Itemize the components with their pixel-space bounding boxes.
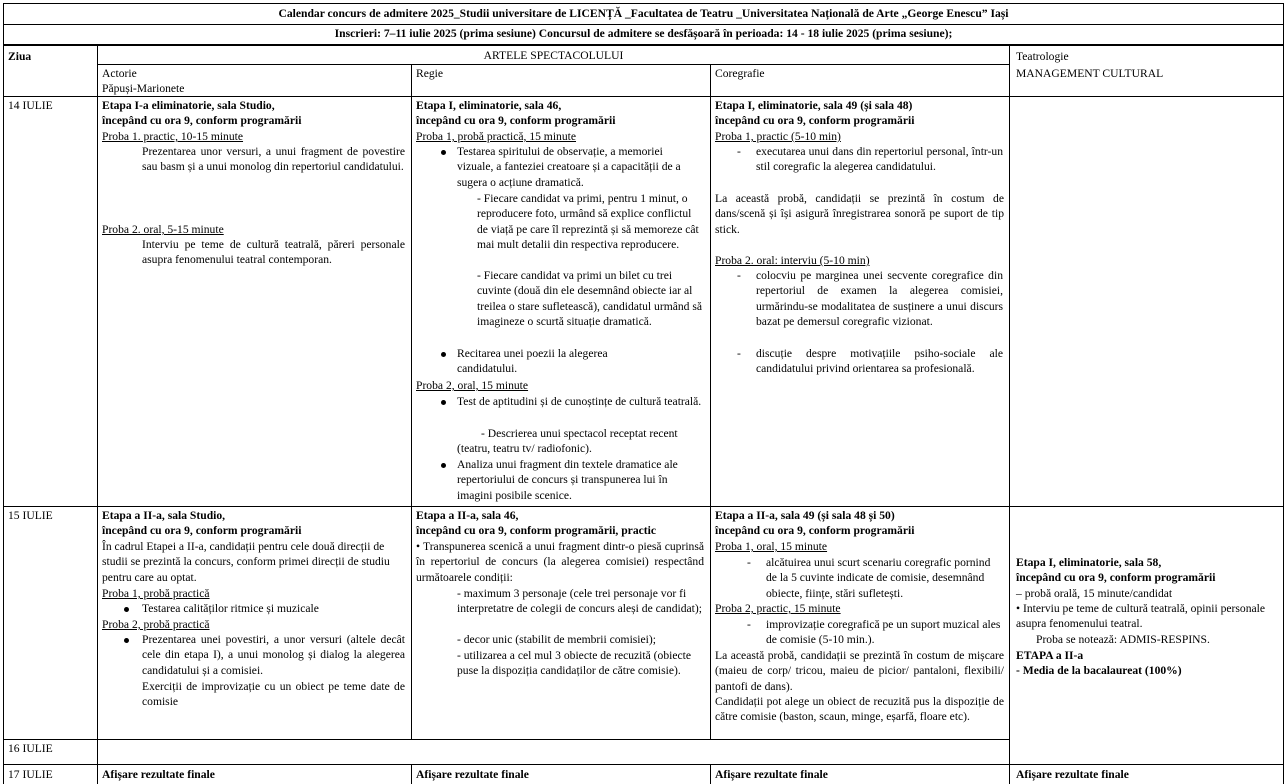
stage-heading: Etapa I-a eliminatorie, sala Studio,	[102, 99, 275, 112]
proba-label: Proba 2, probă practică	[102, 618, 210, 631]
col-header-teatrologie: Teatrologie	[1016, 50, 1069, 63]
info-text: • Transpunerea scenică a unui fragment dintr-o piesă cuprinsă în repertoriul de concurs (la alegerea comisiei) respectând următoarele condiții:	[416, 540, 704, 584]
proba-label: Proba 1, probă practică	[102, 587, 210, 600]
bullet-text: Recitarea unei poezii la alegerea candidatului.	[457, 347, 608, 376]
proba-label: Proba 2. oral: interviu (5-10 min)	[715, 254, 870, 267]
stage-heading: Etapa I, eliminatorie, sala 58,	[1016, 556, 1162, 569]
stage-time: începând cu ora 9, conform programării	[102, 114, 302, 127]
bullet-text: Prezentarea unei povestiri, a unor versuri (altele decât cele din etapa I), a unui monolog și dialog la alegerea candidatului și a comisiei.	[142, 633, 405, 677]
bullet-text: Testarea calităților ritmice și muzicale	[142, 602, 319, 615]
bullet-text: Testarea spiritului de observație, a memoriei vizuale, a fanteziei creatoare și a capacității de a sugera o acțiune dramatică.	[457, 145, 681, 189]
col-header-coregrafie: Coregrafie	[715, 67, 765, 80]
day-label: 15 IULIE	[8, 509, 53, 522]
stage-time: începând cu ora 9, conform programării	[715, 524, 915, 537]
sub-item: - Fiecare candidat va primi un bilet cu trei cuvinte (două din ele desemnând obiecte iar al treilea o stare sufletească), candidatul urmând să imagineze o scurtă situație dramatică.	[477, 269, 703, 328]
page-subtitle: Inscrieri: 7–11 iulie 2025 (prima sesiune) Concursul de admitere se desfășoară în perioada: 14 - 18 iulie 2025 (prima sesiune);	[334, 27, 953, 40]
col-header-ziua: Ziua	[8, 50, 32, 63]
stage-time: începând cu ora 9, conform programării	[102, 524, 302, 537]
proba-label: Proba 1, oral, 15 minute	[715, 540, 828, 553]
sub-item: - utilizarea a cel mul 3 obiecte de recuzită (obiecte puse la dispoziția candidaților de către comisie).	[457, 649, 691, 678]
proba-label: Proba 2, oral, 15 minute	[416, 379, 529, 392]
bullet-icon	[124, 638, 129, 643]
final-results-regie: Afișare rezultate finale	[416, 768, 529, 781]
dash-item: colocviu pe marginea unei secvente coregrafice din repertoriul de examen la alegerea comisiei, urmărindu-se modalitatea de susținere a unui discurs bazat pe demersul coregrafic vizionat.	[756, 269, 1003, 328]
sub-item: - decor unic (stabilit de membrii comisiei);	[457, 633, 656, 646]
info-text: – probă orală, 15 minute/candidat	[1016, 587, 1173, 600]
proba-text: Prezentarea unor versuri, a unui fragment de povestire sau basm și a unui monolog din repertoriul candidatului.	[142, 145, 405, 174]
bullet-text: Exerciții de improvizație cu un obiect pe teme date de comisie	[142, 680, 405, 709]
stage-heading: Etapa a II-a, sala 49 (și sala 48 și 50)	[715, 509, 895, 522]
dash-icon: -	[737, 269, 741, 282]
bullet-icon	[441, 463, 446, 468]
bullet-icon	[441, 400, 446, 405]
dash-item: discuție despre motivațiile psiho-sociale ale candidatului privind orientarea sa profesională.	[756, 347, 1003, 376]
proba-label: Proba 2, practic, 15 minute	[715, 602, 841, 615]
proba-label: Proba 2. oral, 5-15 minute	[102, 223, 224, 236]
final-results-coregrafie: Afișare rezultate finale	[715, 768, 828, 781]
dash-item: alcătuirea unui scurt scenariu coregrafic pornind de la 5 cuvinte indicate de comisie, desemnând obiecte, ființe, stări sufletești.	[766, 556, 991, 600]
bullet-icon	[441, 352, 446, 357]
col-header-regie: Regie	[416, 67, 444, 80]
stage-heading: Etapa a II-a, sala Studio,	[102, 509, 226, 522]
stage-heading: ETAPA a II-a	[1016, 649, 1084, 662]
stage-heading: Etapa I, eliminatorie, sala 46,	[416, 99, 562, 112]
bullet-icon	[124, 607, 129, 612]
dash-icon: -	[747, 556, 751, 569]
col-header-management: MANAGEMENT CULTURAL	[1016, 67, 1164, 80]
day-label: 14 IULIE	[8, 99, 53, 112]
day-label: 17 IULIE	[8, 768, 53, 781]
col-header-papusi: Păpuși-Marionete	[102, 82, 185, 95]
col-header-artele: ARTELE SPECTACOLULUI	[483, 49, 624, 62]
bullet-text: Test de aptitudini și de cunoștințe de cultură teatrală.	[457, 395, 702, 408]
stage-time: începând cu ora 9, conform programării	[715, 114, 915, 127]
proba-label: Proba 1. practic, 10-15 minute	[102, 130, 244, 143]
dash-icon: -	[747, 618, 751, 631]
proba-text: Interviu pe teme de cultură teatrală, păreri personale asupra fenomenului teatral contemporan.	[142, 238, 405, 267]
stage-time: începând cu ora 9, conform programării	[416, 114, 616, 127]
proba-label: Proba 1, probă practică, 15 minute	[416, 130, 577, 143]
note-text: La această probă, candidații se prezintă în costum de mișcare (maieu de corp/ tricou, maieu de picior/ pantaloni, flexibili/ pantofi de dans).	[715, 649, 1004, 693]
day-label: 16 IULIE	[8, 742, 53, 755]
final-results-teatrologie: Afișare rezultate finale	[1016, 768, 1129, 781]
dash-item: executarea unui dans din repertoriul personal, într-un stil coregrafic la alegerea candidatului.	[756, 145, 1003, 174]
note-text: Candidații pot alege un obiect de recuzită pus la dispoziție de către comisie (baston, scaun, minge, eșarfă, floare etc).	[715, 695, 1004, 724]
bullet-icon	[441, 150, 446, 155]
dash-icon: -	[737, 145, 741, 158]
stage-heading: Etapa I, eliminatorie, sala 49 (și sala 48)	[715, 99, 913, 112]
page-title: Calendar concurs de admitere 2025_Studii universitare de LICENȚĂ _Facultatea de Teatru _Universitatea Națională de Arte „George Enescu” Iași	[278, 7, 1009, 20]
stage-time: începând cu ora 9, conform programării	[1016, 571, 1216, 584]
bullet-text: Analiza unui fragment din textele dramatice ale repertoriului de concurs și transpunerea lui în imagini posibile scenice.	[457, 458, 678, 502]
sub-item: - Descrierea unui spectacol receptat recent (teatru, teatru tv/ radiofonic).	[457, 427, 678, 456]
dash-item: improvizație coregrafică pe un suport muzical ales de comisie (5-10 min.).	[766, 618, 1001, 647]
info-text: Proba se notează: ADMIS-RESPINS.	[1036, 633, 1210, 646]
dash-icon: -	[737, 347, 741, 360]
col-header-actorie: Actorie	[102, 67, 137, 80]
stage-heading: Etapa a II-a, sala 46,	[416, 509, 519, 522]
info-text: În cadrul Etapei a II-a, candidații pentru cele două direcții de studii se prezintă la concurs, conform primei direcții de studiu pentru care au optat.	[102, 540, 390, 584]
stage-time: începând cu ora 9, conform programării, practic	[416, 524, 656, 537]
proba-label: Proba 1, practic (5-10 min)	[715, 130, 841, 143]
sub-item: - maximum 3 personaje (cele trei personaje vor fi interpretatre de colegii de concurs aleși de candidat);	[457, 587, 702, 616]
stage-heading: - Media de la bacalaureat (100%)	[1016, 664, 1182, 677]
info-text: • Interviu pe teme de cultură teatrală, opinii personale asupra fenomenului teatral.	[1016, 602, 1266, 631]
sub-item: - Fiecare candidat va primi, pentru 1 minut, o reproducere foto, urmând să explice conflictul de viață pe care îl reprezintă și să memoreze cât mai mult detalii din respectiva reproducere.	[477, 192, 699, 251]
note-text: La această probă, candidații se prezintă în costum de dans/scenă și își asigură înregistrarea sonoră pe suport de tip stick.	[715, 192, 1004, 236]
final-results-actorie: Afișare rezultate finale	[102, 768, 215, 781]
